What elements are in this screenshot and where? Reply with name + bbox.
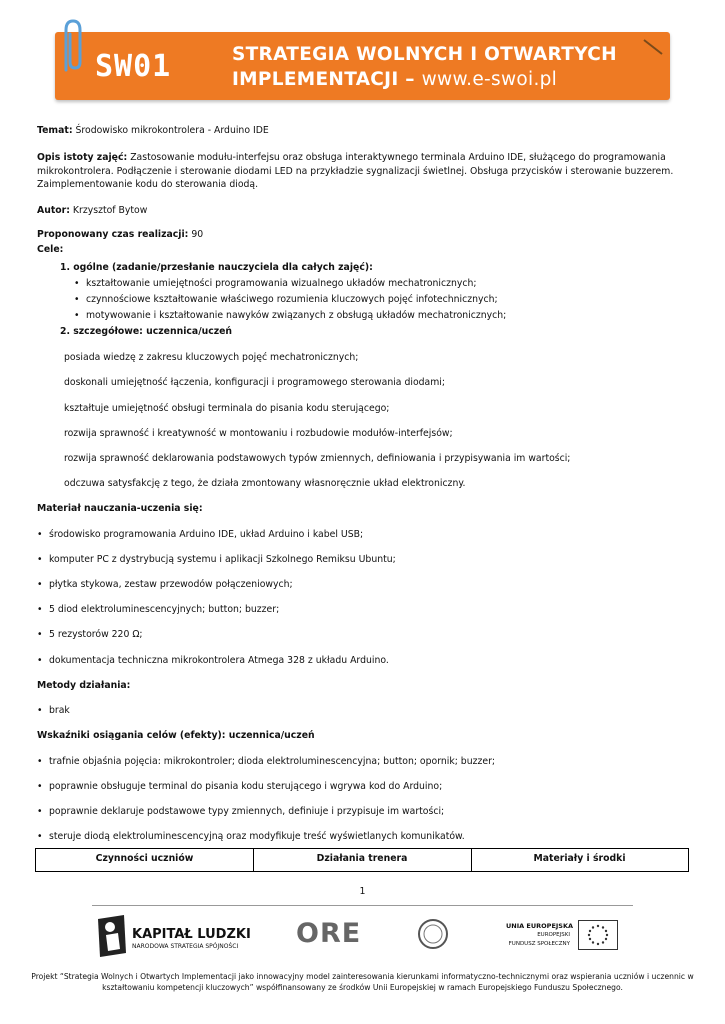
- item-text: trafnie objaśnia pojęcia: mikrokontroler; dioda elektroluminescencyjna; button; opornik; buzzer;: [49, 756, 496, 767]
- cele-szczegolowe-heading: 2. szczegółowe: uczennica/uczeń: [60, 326, 233, 337]
- czas-value: 90: [191, 229, 204, 240]
- czas-label: Proponowany czas realizacji:: [37, 229, 189, 240]
- opis-text-3: Zaimplementowanie kodu do sterowania diodą.: [37, 179, 259, 190]
- temat-line: [37, 125, 269, 136]
- eu-flag-icon: [578, 920, 618, 950]
- item-text: czynnościowe kształtowanie właściwego rozumienia kluczowych pojęć infotechnicznych;: [86, 294, 498, 305]
- item-text: kształtowanie umiejętności programowania wizualnego układów mechatronicznych;: [86, 278, 477, 289]
- material-item: • płytka stykowa, zestaw przewodów połączeniowych;: [37, 579, 293, 590]
- table-header-trener: Działania trenera: [253, 849, 472, 871]
- sw01-logo: SW01: [95, 49, 172, 84]
- project-footer-line2: kształtowaniu kompetencji kluczowych” współfinansowany ze środków Unii Europejskiej w ramach Europejskiego Funduszu Społecznego.: [102, 983, 623, 992]
- wskazniki-heading: Wskaźniki osiągania celów (efekty): uczennica/uczeń: [37, 730, 315, 741]
- kapital-ludzki-emblem-icon: [96, 913, 128, 959]
- cele-szczegolowe-item: rozwija sprawność i kreatywność w montowaniu i rozbudowie modułów-interfejsów;: [64, 428, 453, 439]
- activities-table-header: [35, 848, 689, 872]
- item-text: 5 rezystorów 220 Ω;: [49, 629, 143, 640]
- page-number: 1: [359, 886, 366, 897]
- cele-szczegolowe-item: doskonali umiejętność łączenia, konfiguracji i programowego sterowania diodami;: [64, 377, 446, 388]
- item-text: brak: [49, 705, 70, 716]
- cele-ogolne-item: • motywowanie i kształtowanie nawyków związanych z obsługą układów mechatronicznych;: [74, 310, 507, 321]
- item-text: komputer PC z dystrybucją systemu i aplikacji Szkolnego Remiksu Ubuntu;: [49, 554, 396, 565]
- opis-label: Opis istoty zajęć:: [37, 152, 128, 163]
- material-item: • 5 diod elektroluminescencyjnych; button; buzzer;: [37, 604, 280, 615]
- table-header-materialy: Materiały i środki: [533, 853, 626, 864]
- material-item: • komputer PC z dystrybucją systemu i aplikacji Szkolnego Remiksu Ubuntu;: [37, 554, 396, 565]
- metody-item: • brak: [37, 705, 70, 716]
- material-item: • środowisko programowania Arduino IDE, układ Arduino i kabel USB;: [37, 529, 364, 540]
- cele-ogolne-item: • czynnościowe kształtowanie właściwego rozumienia kluczowych pojęć infotechnicznych;: [74, 294, 498, 305]
- autor-label: Autor:: [37, 205, 70, 216]
- eu-line1: UNIA EUROPEJSKA: [506, 922, 574, 930]
- eu-logo: [508, 920, 618, 952]
- item-text: poprawnie obsługuje terminal do pisania kodu sterującego i wgrywa kod do Arduino;: [49, 781, 443, 792]
- eu-line2: EUROPEJSKI: [537, 932, 570, 938]
- material-item: • 5 rezystorów 220 Ω;: [37, 629, 143, 640]
- czas-line: [37, 229, 203, 240]
- project-footer-line1: Projekt “Strategia Wolnych i Otwartych Implementacji jako innowacyjny model zainteresowania kierunkami informatyczno-technicznymi oraz wspierania uczniów i uczennic w: [31, 972, 694, 981]
- banner-title-prefix: IMPLEMENTACJI –: [232, 69, 422, 90]
- item-text: poprawnie deklaruje podstawowe typy zmiennych, definiuje i przypisuje im wartości;: [49, 806, 445, 817]
- opis-text-2: mikrokontrolera. Podłączenie i sterowanie diodami LED na przykładzie sygnalizacji świetlnej. Obsługa przycisków i sterowanie buzzerem.: [37, 165, 674, 177]
- eu-line3: FUNDUSZ SPOŁECZNY: [508, 941, 570, 947]
- opis-paragraph: [37, 151, 682, 192]
- footer-divider: [92, 905, 633, 906]
- autor-line: [37, 205, 147, 216]
- temat-value: Środowisko mikrokontrolera - Arduino IDE: [75, 125, 269, 136]
- material-heading: Materiał nauczania-uczenia się:: [37, 503, 203, 514]
- item-text: 5 diod elektroluminescencyjnych; button; buzzer;: [49, 604, 280, 615]
- autor-value: Krzysztof Bytow: [72, 205, 148, 216]
- item-text: płytka stykowa, zestaw przewodów połączeniowych;: [49, 579, 293, 590]
- cele-label: Cele:: [37, 244, 64, 255]
- item-text: motywowanie i kształtowanie nawyków związanych z obsługą układów mechatronicznych;: [86, 310, 507, 321]
- metody-heading: Metody działania:: [37, 680, 131, 691]
- cele-ogolne-heading: 1. ogólne (zadanie/przesłanie nauczyciela dla całych zajęć):: [60, 262, 373, 273]
- cele-szczegolowe-item: kształtuje umiejętność obsługi terminala do pisania kodu sterującego;: [64, 403, 390, 414]
- seal-icon: [417, 918, 449, 950]
- temat-label: Temat:: [37, 125, 73, 136]
- banner-url: www.e-swoi.pl: [421, 69, 558, 90]
- wskazniki-item: • steruje diodą elektroluminescencyjną oraz modyfikuje treść wyświetlanych komunikatów.: [37, 831, 465, 842]
- pencil-icon: [642, 38, 664, 56]
- kapital-ludzki-logo: [96, 913, 251, 962]
- banner-title-line1: STRATEGIA WOLNYCH I OTWARTYCH: [232, 44, 617, 65]
- project-footer-text: [30, 971, 695, 993]
- item-text: środowisko programowania Arduino IDE, układ Arduino i kabel USB;: [49, 529, 364, 540]
- item-text: steruje diodą elektroluminescencyjną oraz modyfikuje treść wyświetlanych komunikatów.: [49, 831, 465, 842]
- opis-text-1: Zastosowanie modułu-interfejsu oraz obsługa interaktywnego terminala Arduino IDE, służącego do programowania: [130, 152, 666, 163]
- paperclip-icon: [58, 18, 88, 76]
- item-text: dokumentacja techniczna mikrokontrolera Atmega 328 z układu Arduino.: [49, 655, 389, 666]
- wskazniki-item: • trafnie objaśnia pojęcia: mikrokontroler; dioda elektroluminescencyjna; button; opornik; buzzer;: [37, 756, 496, 767]
- cele-szczegolowe-item: posiada wiedzę z zakresu kluczowych pojęć mechatronicznych;: [64, 352, 359, 363]
- wskazniki-item: • poprawnie deklaruje podstawowe typy zmiennych, definiuje i przypisuje im wartości;: [37, 806, 445, 817]
- cele-ogolne-item: • kształtowanie umiejętności programowania wizualnego układów mechatronicznych;: [74, 278, 477, 289]
- wskazniki-item: • poprawnie obsługuje terminal do pisania kodu sterującego i wgrywa kod do Arduino;: [37, 781, 443, 792]
- material-item: • dokumentacja techniczna mikrokontrolera Atmega 328 z układu Arduino.: [37, 655, 389, 666]
- table-header-uczniowie: Czynności uczniów: [36, 849, 254, 871]
- banner-title-line2: [232, 69, 557, 90]
- kapital-ludzki-title: KAPITAŁ LUDZKI: [132, 927, 251, 942]
- ore-logo: ORE: [296, 918, 362, 949]
- cele-szczegolowe-item: odczuwa satysfakcję z tego, że działa zmontowany własnoręcznie układ elektroniczny.: [64, 478, 466, 489]
- cele-szczegolowe-item: rozwija sprawność deklarowania podstawowych typów zmiennych, definiowania i przypisywania im wartości;: [64, 453, 571, 464]
- kapital-ludzki-subtitle: NARODOWA STRATEGIA SPÓJNOŚCI: [132, 943, 239, 950]
- header-banner: [55, 32, 670, 100]
